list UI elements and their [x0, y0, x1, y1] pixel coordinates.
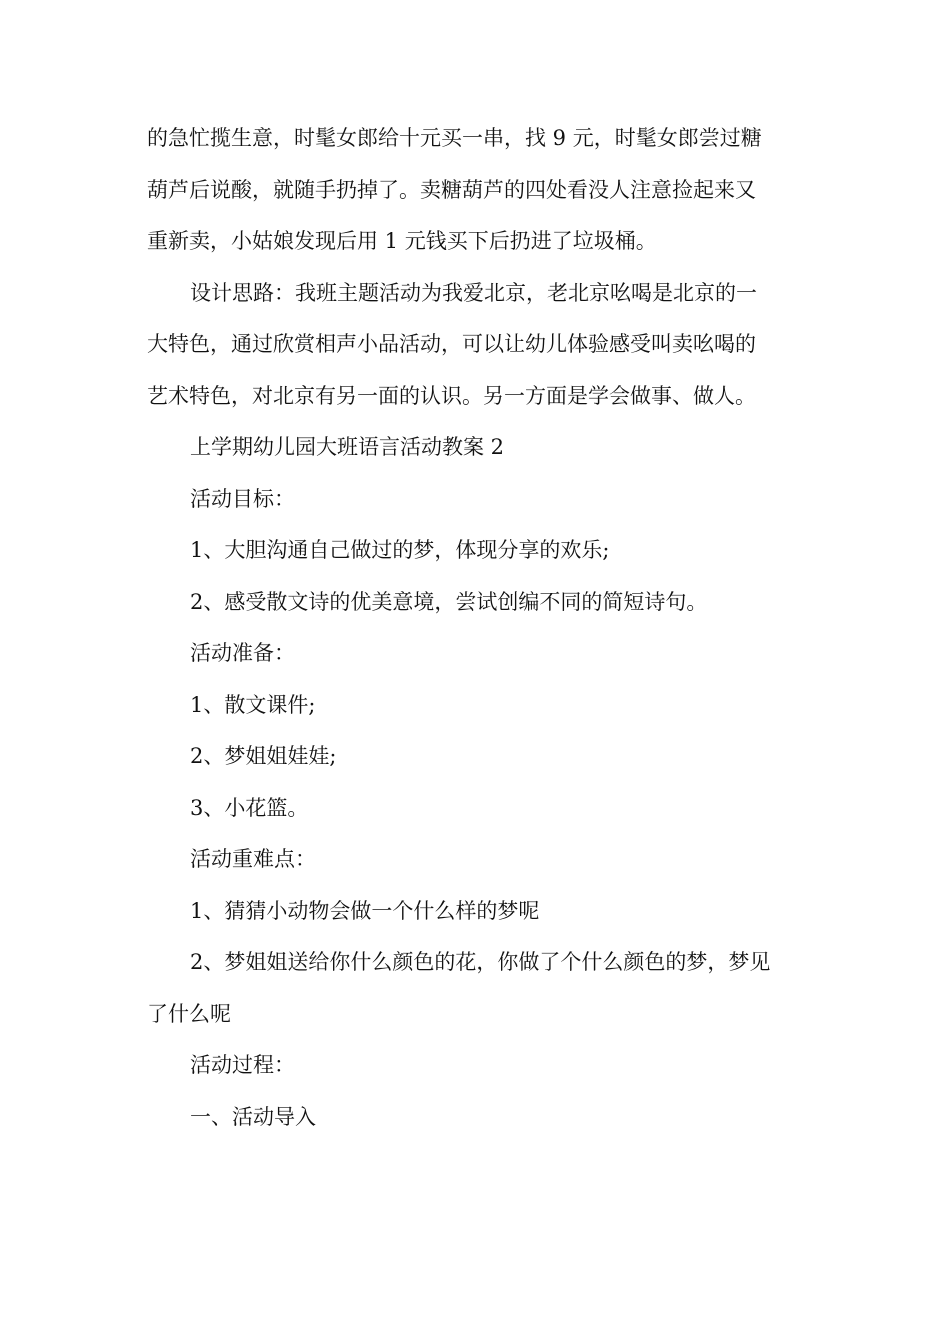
document-body: [147, 113, 807, 1143]
text-line: 大特色，通过欣赏相声小品活动，可以让幼儿体验感受叫卖吆喝的: [147, 332, 756, 356]
text-line: 重新卖，小姑娘发现后用 1 元钱买下后扔进了垃圾桶。: [147, 229, 657, 253]
list-item: 3、小花篮。: [190, 795, 309, 820]
list-item: 1、散文课件;: [190, 692, 316, 717]
heading-activity-preparation: 活动准备：: [190, 641, 295, 665]
text-line: 的急忙揽生意，时髦女郎给十元买一串，找 9 元，时髦女郎尝过糖: [147, 126, 762, 150]
subheading-activity-intro: 一、活动导入: [190, 1104, 316, 1129]
list-item: 2、感受散文诗的优美意境，尝试创编不同的简短诗句。: [190, 589, 708, 614]
heading-key-points: 活动重难点：: [190, 847, 316, 871]
list-item: 1、猜猜小动物会做一个什么样的梦呢: [190, 898, 540, 923]
section-title: 上学期幼儿园大班语言活动教案 2: [190, 435, 505, 459]
text-line: 了什么呢: [147, 1001, 231, 1026]
list-item: 1、大胆沟通自己做过的梦，体现分享的欢乐;: [190, 538, 610, 562]
heading-activity-goals: 活动目标：: [190, 486, 295, 511]
paragraph-design-idea: 设计思路：我班主题活动为我爱北京，老北京吆喝是北京的一: [190, 280, 757, 305]
text-line: 艺术特色，对北京有另一面的认识。另一方面是学会做事、做人。: [147, 383, 756, 408]
list-item: 2、梦姐姐送给你什么颜色的花，你做了个什么颜色的梦，梦见: [190, 950, 771, 974]
list-item: 2、梦姐姐娃娃;: [190, 744, 337, 768]
heading-activity-process: 活动过程：: [190, 1053, 295, 1077]
text-line: 葫芦后说酸，就随手扔掉了。卖糖葫芦的四处看没人注意捡起来又: [147, 177, 756, 202]
